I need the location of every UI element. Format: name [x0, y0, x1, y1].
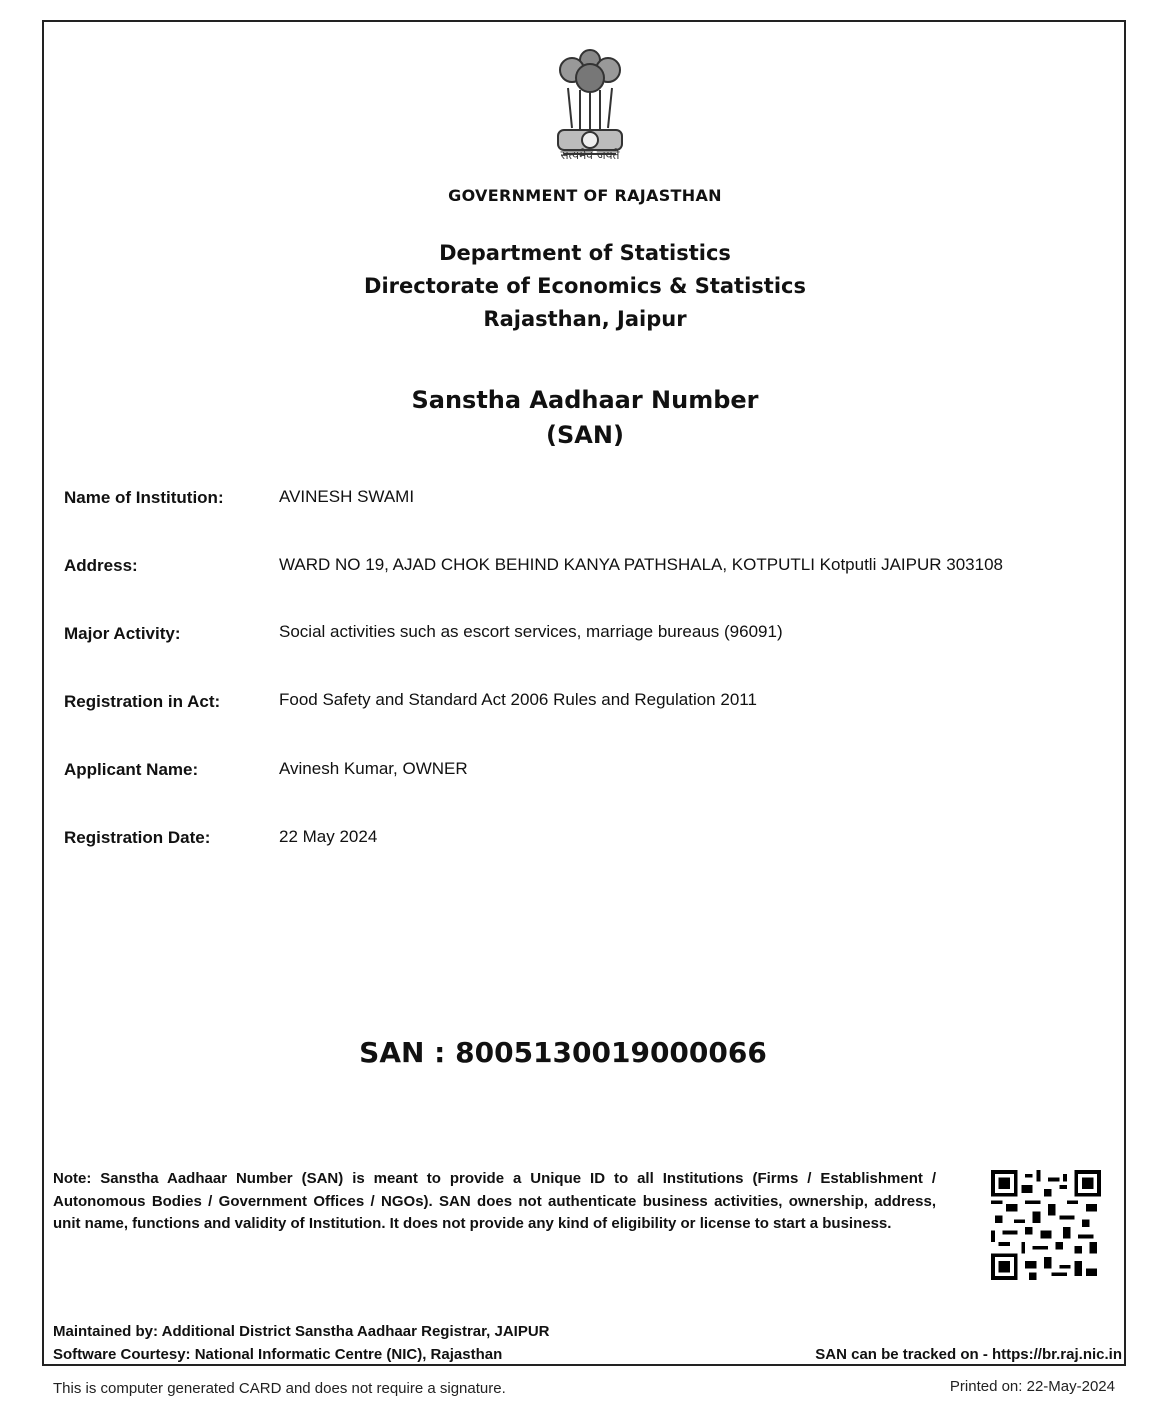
maintained-by-text: Maintained by: Additional District Sanstha Aadhaar Registrar, JAIPUR [53, 1323, 550, 1340]
major-activity-label: Major Activity: [64, 624, 181, 643]
department-location: Rajasthan, Jaipur [483, 307, 687, 331]
department-name: Department of Statistics [439, 241, 731, 265]
institution-name-label: Name of Institution: [64, 488, 224, 507]
applicant-name-label: Applicant Name: [64, 760, 199, 779]
software-courtesy-text: Software Courtesy: National Informatic Centre (NIC), Rajasthan [53, 1346, 503, 1363]
san-number: SAN : 8005130019000066 [359, 1036, 767, 1069]
signature-disclaimer: This is computer generated CARD and does not require a signature. [53, 1380, 506, 1397]
note-text: Note: Sanstha Aadhaar Number (SAN) is meant to provide a Unique ID to all Institutions (Firms / Establishment / Autonomous Bodies / Government Offices / NGOs). SAN does not authenticate business activities, ownership, address, unit name, functions and validity of Institution. It does not provide any kind of eligibility or license to start a business. [53, 1170, 936, 1232]
registration-act-label: Registration in Act: [64, 692, 221, 711]
address-value: WARD NO 19, AJAD CHOK BEHIND KANYA PATHSHALA, KOTPUTLI Kotputli JAIPUR 303108 [279, 555, 1003, 574]
government-name: GOVERNMENT OF RAJASTHAN [448, 186, 722, 205]
institution-name-value: AVINESH SWAMI [279, 487, 415, 506]
qr-code-icon [988, 1170, 1104, 1280]
directorate-name: Directorate of Economics & Statistics [364, 274, 806, 298]
registration-act-value: Food Safety and Standard Act 2006 Rules and Regulation 2011 [279, 690, 757, 709]
document-title: Sanstha Aadhaar Number [411, 386, 759, 414]
registration-date-label: Registration Date: [64, 828, 211, 847]
tracking-link-text[interactable]: SAN can be tracked on - https://br.raj.nic.in [815, 1346, 1122, 1363]
applicant-name-value: Avinesh Kumar, OWNER [279, 759, 468, 778]
address-label: Address: [64, 556, 138, 575]
national-motto: सत्यमेव जयते [560, 148, 620, 162]
registration-date-value: 22 May 2024 [279, 827, 378, 846]
major-activity-value: Social activities such as escort services, marriage bureaus (96091) [279, 622, 783, 641]
printed-on-date: Printed on: 22-May-2024 [949, 1378, 1115, 1395]
document-subtitle: (SAN) [546, 421, 624, 449]
